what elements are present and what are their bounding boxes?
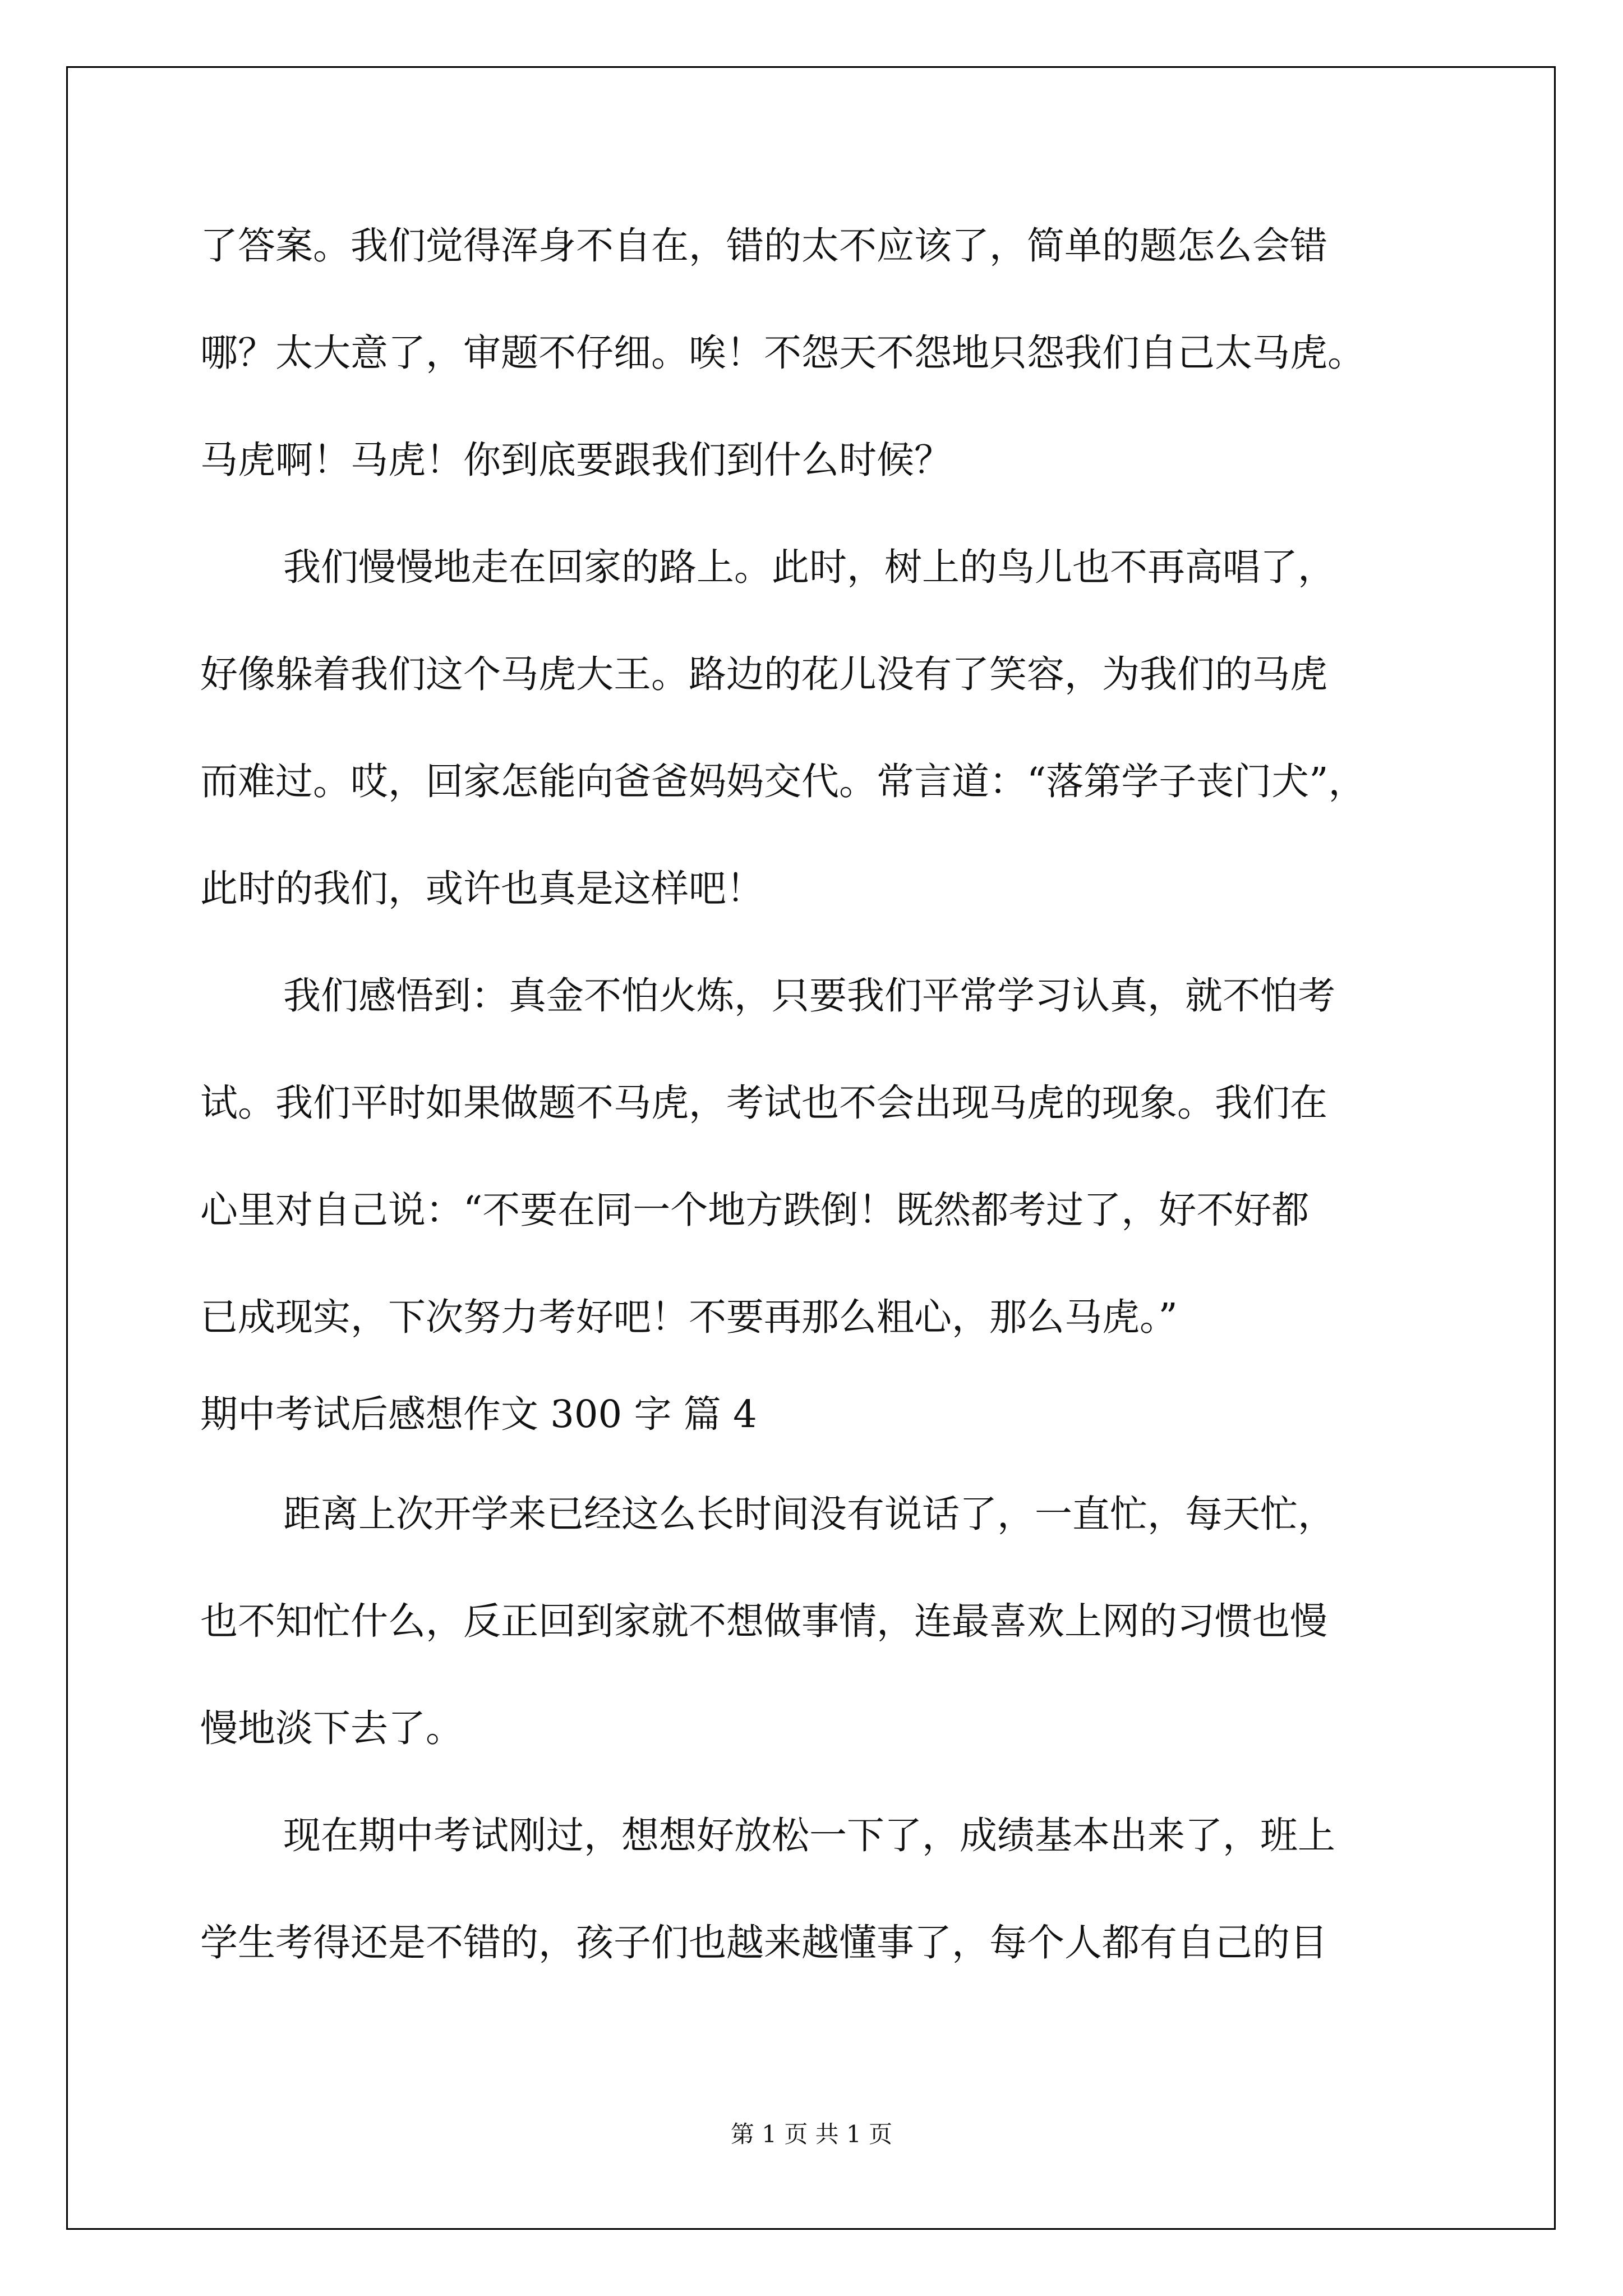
text-line: 马虎啊！马虎！你到底要跟我们到什么时候？ [200, 438, 952, 482]
text-line: 现在期中考试刚过，想想好放松一下了，成绩基本出来了，班上 [283, 1814, 1335, 1857]
text-line: 哪？太大意了，审题不仔细。唉！不怨天不怨地只怨我们自己太马虎。 [200, 331, 1365, 375]
text-line: 了答案。我们觉得浑身不自在，错的太不应该了，简单的题怎么会错 [200, 224, 1327, 268]
text-line: 我们感悟到：真金不怕火炼，只要我们平常学习认真，就不怕考 [283, 974, 1335, 1018]
page-border [66, 66, 1556, 2230]
text-line: 慢地淡下去了。 [200, 1706, 463, 1750]
text-line: 好像躲着我们这个马虎大王。路边的花儿没有了笑容，为我们的马虎 [200, 652, 1327, 696]
text-line: 心里对自己说：“不要在同一个地方跌倒！既然都考过了，好不好都 [200, 1188, 1310, 1232]
text-line: 此时的我们，或许也真是这样吧！ [200, 867, 764, 910]
section-heading: 期中考试后感想作文 300 字 篇 4 [200, 1392, 757, 1436]
page-footer: 第 1 页 共 1 页 [730, 2120, 893, 2148]
text-line: 我们慢慢地走在回家的路上。此时，树上的鸟儿也不再高唱了， [283, 545, 1335, 589]
text-line: 而难过。哎，回家怎能向爸爸妈妈交代。常言道：“落第学子丧门犬”， [200, 760, 1366, 803]
text-line: 已成现实，下次努力考好吧！不要再那么粗心，那么马虎。” [200, 1295, 1178, 1339]
text-line: 学生考得还是不错的，孩子们也越来越懂事了，每个人都有自己的目 [200, 1921, 1327, 1964]
text-line: 距离上次开学来已经这么长时间没有说话了，一直忙，每天忙， [283, 1492, 1335, 1536]
text-line: 也不知忙什么，反正回到家就不想做事情，连最喜欢上网的习惯也慢 [200, 1599, 1327, 1643]
text-line: 试。我们平时如果做题不马虎，考试也不会出现马虎的现象。我们在 [200, 1081, 1327, 1125]
